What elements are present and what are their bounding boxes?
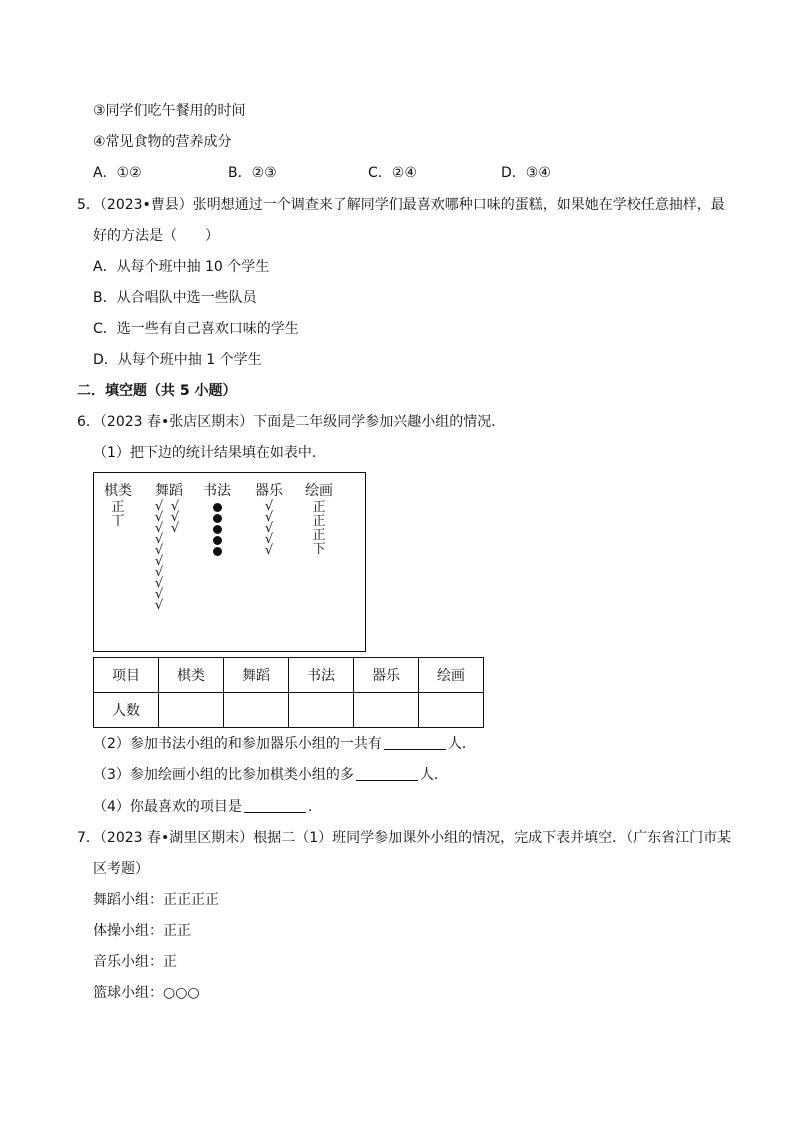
q4-option-d: D．③④ <box>501 165 551 181</box>
check-mark: √ <box>154 532 164 547</box>
q6-stem: 6．（2023 春•张店区期末）下面是二年级同学参加兴趣小组的情况． <box>77 414 506 430</box>
answer-cell-music[interactable] <box>354 693 419 728</box>
tally-painting-mark: 下 <box>312 542 326 557</box>
q4-option-b: B．②③ <box>228 165 277 181</box>
q7-stem-line1: 7．（2023 春•湖里区期末）根据二（1）班同学参加课外小组的情况，完成下表并填空．（广东省江门市某 <box>77 830 732 846</box>
tally-header-dance: 舞蹈 <box>155 483 183 499</box>
q4-option-a: A．①② <box>93 165 142 181</box>
check-mark: √ <box>154 587 164 602</box>
q6-part3-text: （3）参加绘画小组的比参加棋类小组的多 <box>93 767 354 783</box>
tally-dot <box>213 536 222 545</box>
check-mark: √ <box>154 554 164 569</box>
tally-col-painting <box>302 481 336 557</box>
answer-cell-calligraphy[interactable] <box>289 693 354 728</box>
q7-group-music: 音乐小组：正 <box>93 954 177 970</box>
dance-checks-right <box>168 501 182 534</box>
q6-part1: （1）把下边的统计结果填在如表中． <box>93 445 326 461</box>
section-title-fill-blank: 二．填空题（共 5 小题） <box>77 383 237 399</box>
q4-item-4: ④常见食物的营养成分 <box>93 134 232 150</box>
check-mark: √ <box>170 510 180 525</box>
q7-group-gymnastics: 体操小组：正正 <box>93 923 191 939</box>
q7-group-basketball: 篮球小组：○○○ <box>93 985 200 1001</box>
table-cell: 项目 <box>94 658 159 693</box>
check-mark: √ <box>264 521 274 536</box>
check-mark: √ <box>154 565 164 580</box>
answer-blank[interactable] <box>356 766 418 781</box>
q6-part2-unit: 人． <box>447 736 476 752</box>
tally-col-chess <box>103 481 133 529</box>
q5-option-a: A．从每个班中抽 10 个学生 <box>93 259 270 275</box>
tally-dot <box>213 514 222 523</box>
tally-header-painting: 绘画 <box>305 483 333 499</box>
q6-part2 <box>93 734 476 754</box>
tally-painting-mark: 正 <box>312 500 326 515</box>
tally-header-music: 器乐 <box>255 483 283 499</box>
tally-dot <box>213 547 222 556</box>
tally-col-music <box>252 481 286 556</box>
q6-part2-text: （2）参加书法小组的和参加器乐小组的一共有 <box>93 736 382 752</box>
q5-stem-line1: 5．（2023•曹县）张明想通过一个调查来了解同学们最喜欢哪种口味的蛋糕，如果她在学校任意抽样，最 <box>77 197 725 213</box>
check-mark: √ <box>154 499 164 514</box>
check-mark: √ <box>154 543 164 558</box>
tally-chess-mark: 丅 <box>111 514 125 529</box>
answer-cell-chess[interactable] <box>159 693 224 728</box>
answer-blank[interactable] <box>384 735 446 750</box>
table-cell: 人数 <box>94 693 159 728</box>
answer-blank[interactable] <box>244 798 306 813</box>
table-cell: 舞蹈 <box>224 658 289 693</box>
check-mark: √ <box>154 510 164 525</box>
check-mark: √ <box>264 543 274 558</box>
music-checks <box>252 501 286 556</box>
table-cell: 棋类 <box>159 658 224 693</box>
tally-dot <box>213 525 222 534</box>
q5-option-d: D．从每个班中抽 1 个学生 <box>93 352 262 368</box>
q5-stem-line2: 好的方法是（ ） <box>93 228 219 244</box>
check-mark: √ <box>154 576 164 591</box>
tally-header-calligraphy: 书法 <box>203 483 231 499</box>
tally-dot <box>213 503 222 512</box>
q5-option-c: C．选一些有自己喜欢口味的学生 <box>93 321 299 337</box>
answer-cell-dance[interactable] <box>224 693 289 728</box>
check-mark: √ <box>264 532 274 547</box>
q6-part4-text: （4）你最喜欢的项目是 <box>93 799 242 815</box>
q6-part3-unit: 人． <box>419 767 448 783</box>
tally-col-dance <box>152 481 186 619</box>
q6-part3 <box>93 765 448 785</box>
table-cell: 绘画 <box>419 658 484 693</box>
tally-painting-mark: 正 <box>312 514 326 529</box>
q7-group-dance: 舞蹈小组：正正正正 <box>93 892 219 908</box>
q6-part4 <box>93 797 322 817</box>
check-mark: √ <box>170 521 180 536</box>
q4-item-3: ③同学们吃午餐用的时间 <box>93 103 246 119</box>
table-row <box>94 693 484 728</box>
check-mark: √ <box>154 598 164 613</box>
dance-checks <box>152 501 186 619</box>
statistics-table <box>93 657 484 728</box>
table-row <box>94 658 484 693</box>
q4-option-c: C．②④ <box>368 165 417 181</box>
q6-part4-end: ． <box>307 799 322 815</box>
tally-painting-mark: 正 <box>312 528 326 543</box>
q7-stem-line2: 区考题） <box>93 861 149 877</box>
answer-cell-painting[interactable] <box>419 693 484 728</box>
q5-option-b: B．从合唱队中选一些队员 <box>93 290 257 306</box>
check-mark: √ <box>264 499 274 514</box>
dance-checks-left <box>152 501 166 611</box>
table-cell: 书法 <box>289 658 354 693</box>
check-mark: √ <box>154 521 164 536</box>
calligraphy-dots <box>200 503 234 556</box>
table-cell: 器乐 <box>354 658 419 693</box>
tally-chart <box>93 472 366 652</box>
tally-chess-mark: 正 <box>111 500 125 515</box>
tally-col-calligraphy <box>200 481 234 558</box>
tally-header-chess: 棋类 <box>104 483 132 499</box>
check-mark: √ <box>170 499 180 514</box>
check-mark: √ <box>264 510 274 525</box>
